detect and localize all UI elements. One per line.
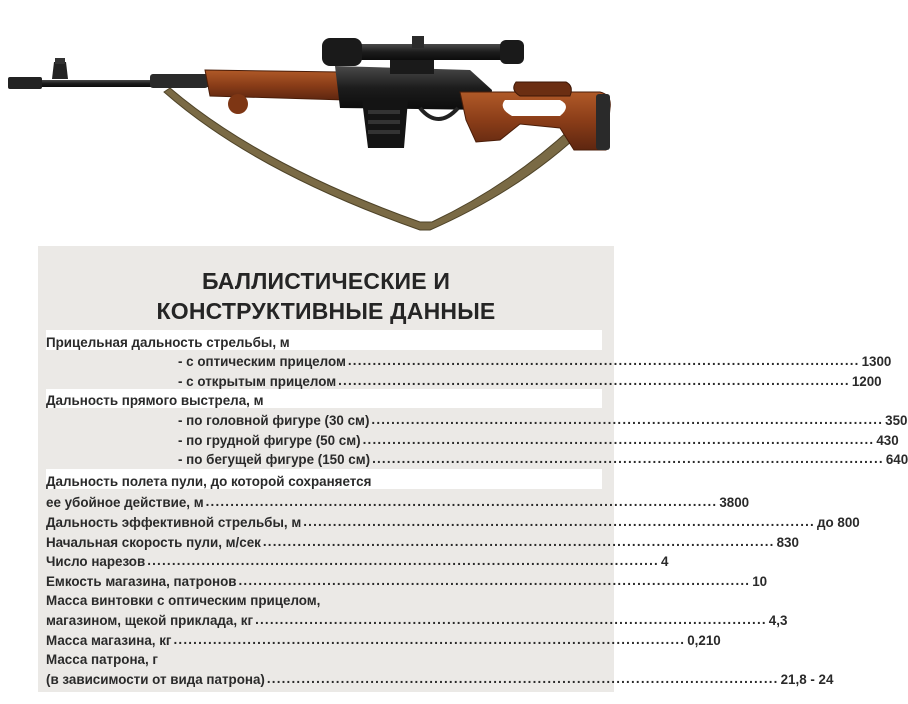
spec-label: - с открытым прицелом [178,373,337,389]
spec-value: до 800 [816,514,860,530]
spec-value: 350 [885,412,908,428]
spec-heading [46,589,602,609]
spec-label: Число нарезов [46,554,146,570]
spec-row [46,510,860,530]
card-title [38,266,614,326]
spec-label: Дальность эффективной стрельбы, м [46,514,302,530]
spec-value: 4 [660,554,669,570]
spec-value: 3800 [719,495,750,511]
leader-dots: ........................................................................................................ [238,572,751,588]
spec-row [46,408,908,428]
spec-label: Начальная скорость пули, м/сек [46,534,261,550]
leader-dots: ........................................................................................................ [338,372,850,388]
spec-label: Дальность полета пули, до которой сохраняется [46,473,372,489]
spec-label: Масса винтовки с оптическим прицелом, [46,593,321,609]
spec-heading [46,469,602,489]
spec-label: Прицельная дальность стрельбы, м [46,334,290,350]
spec-label: Дальность прямого выстрела, м [46,393,264,409]
leader-dots: ........................................................................................................ [173,631,686,647]
spec-value: 0,210 [687,632,721,648]
spec-row [46,550,669,570]
leader-dots: ........................................................................................................ [372,451,884,467]
spec-label: магазином, щекой приклада, кг [46,612,254,628]
leader-dots: ........................................................................................................ [347,353,860,369]
rifle-illustration [0,0,652,240]
specs-list [46,330,908,687]
spec-value: 830 [776,534,799,550]
spec-label: Емкость магазина, патронов [46,573,237,589]
spec-label: - по бегущей фигуре (150 см) [178,452,371,468]
spec-label: ее убойное действие, м [46,495,204,511]
leader-dots: ........................................................................................................ [362,431,875,447]
spec-value: 640 [885,452,908,468]
leader-dots: ........................................................................................................ [303,513,815,529]
spec-row [46,448,908,468]
spec-value: 21,8 - 24 [780,671,834,687]
specs-card [38,246,908,692]
spec-value: 4,3 [768,612,788,628]
leader-dots: ........................................................................................................ [266,670,779,686]
spec-value: 430 [876,432,899,448]
spec-heading [46,389,602,409]
leader-dots: ........................................................................................................ [262,533,775,549]
spec-row [46,569,768,589]
spec-label: Масса патрона, г [46,652,158,668]
spec-row [46,491,750,511]
title-line-1: БАЛЛИСТИЧЕСКИЕ И [201,268,451,294]
spec-label: - по грудной фигуре (50 см) [178,432,361,448]
title-line-2: КОНСТРУКТИВНЫЕ ДАННЫЕ [156,298,496,324]
spec-label: (в зависимости от вида патрона) [46,671,265,687]
spec-row [46,350,892,370]
leader-dots: ........................................................................................................ [255,611,767,627]
spec-value: 1200 [851,373,882,389]
spec-label: - с оптическим прицелом [178,354,346,370]
spec-row [46,628,721,648]
spec-row [46,667,834,687]
spec-row [46,369,882,389]
leader-dots: ........................................................................................................ [147,553,659,569]
spec-value: 10 [752,573,768,589]
spec-label: - по головной фигуре (30 см) [178,412,370,428]
spec-value: 1300 [861,354,892,370]
spec-row [46,530,799,550]
spec-heading [46,330,602,350]
leader-dots: ........................................................................................................ [371,411,884,427]
spec-row [46,608,788,628]
spec-label: Масса магазина, кг [46,632,172,648]
spec-row [46,428,899,448]
rifle-icon [0,0,652,240]
leader-dots: ........................................................................................................ [205,494,718,510]
spec-heading [46,648,602,668]
